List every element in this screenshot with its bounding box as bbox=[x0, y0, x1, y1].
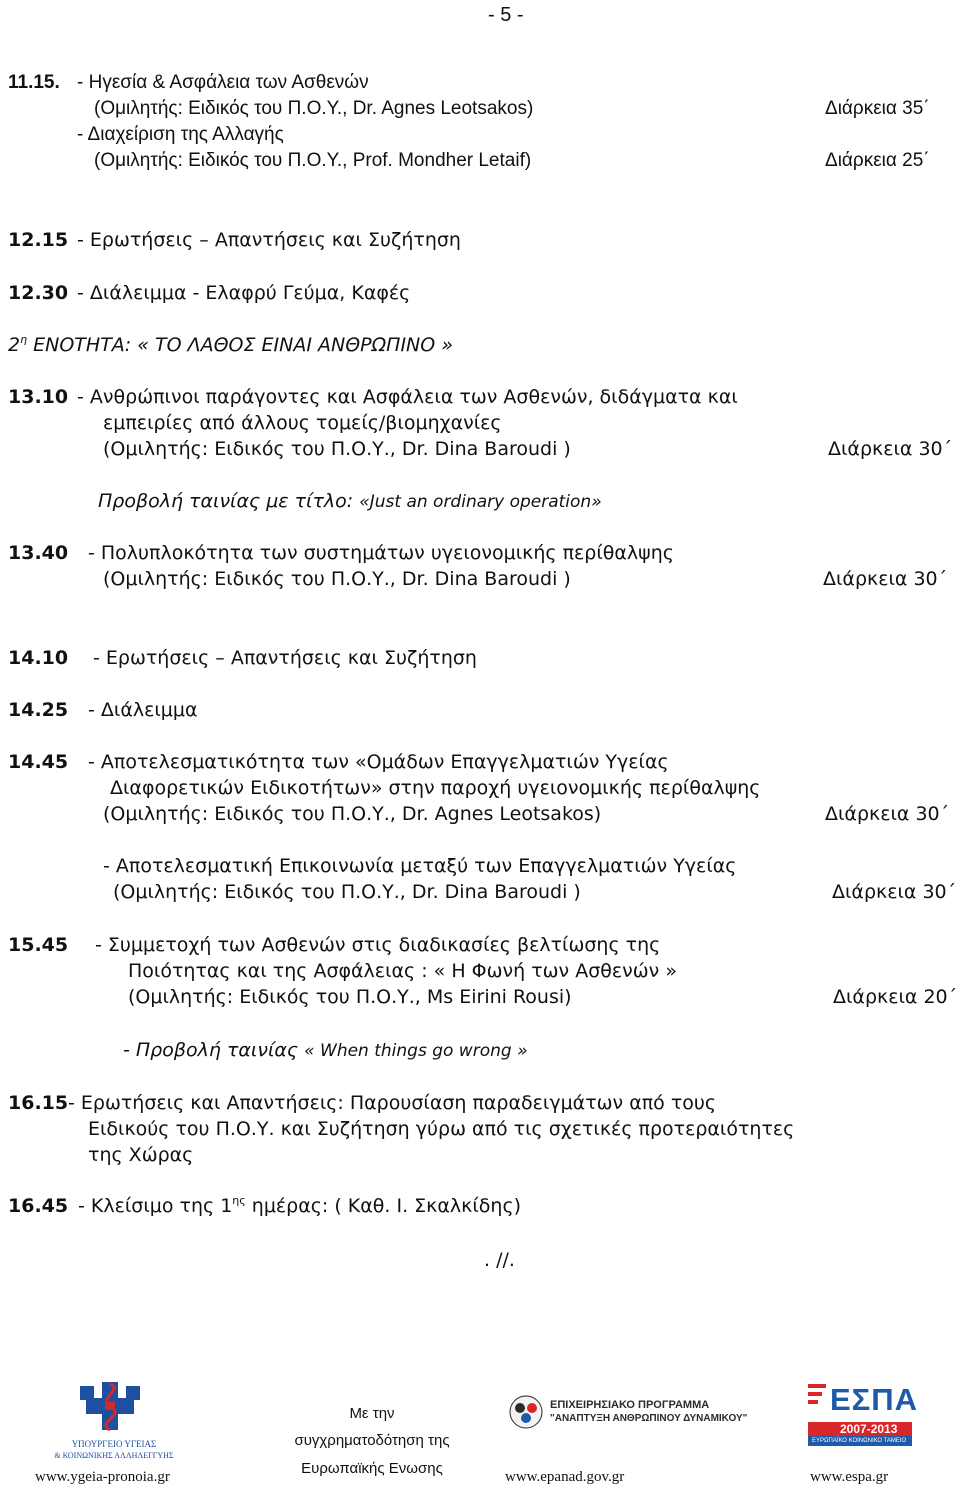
ministry-name: ΥΠΟΥΡΓΕΙΟ ΥΓΕΙΑΣ bbox=[71, 1439, 157, 1449]
espa-url-link[interactable]: www.espa.gr bbox=[810, 1469, 889, 1485]
agenda-item-title: - Ανθρώπινοι παράγοντες και Ασφάλεια των Ασθενών, διδάγματα και bbox=[77, 386, 738, 408]
agenda-item-title-cont: της Χώρας bbox=[88, 1144, 194, 1166]
espa-tagline: ΕΥΡΩΠΑΪΚΟ ΚΟΙΝΩΝΙΚΟ ΤΑΜΕΙΟ bbox=[812, 1438, 907, 1444]
agenda-item-title-cont: Ειδικούς του Π.Ο.Υ. και Συζήτηση γύρω από τις σχετικές προτεραιότητες bbox=[88, 1118, 795, 1140]
program-name-1: ΕΠΙΧΕΙΡΗΣΙΑΚΟ ΠΡΟΓΡΑΜΜΑ bbox=[550, 1399, 710, 1411]
section-heading: $2^\eta$ ΕΝΟΤΗΤΑ: « ΤΟ ΛΑΘΟΣ ΕΙΝΑΙ ΑΝΘΡΩΠΙΝΟ » bbox=[8, 333, 453, 356]
time-1340: 13.40 bbox=[8, 542, 69, 564]
time-1230: 12.30 bbox=[8, 282, 69, 304]
cofund-line-2: συγχρηματοδότηση της bbox=[294, 1432, 450, 1449]
film-screening: - Προβολή ταινίας « When things go wrong » bbox=[123, 1039, 528, 1061]
espa-years: 2007-2013 bbox=[840, 1422, 898, 1436]
agenda-item-title: - Διάλειμμα - Ελαφρύ Γεύμα, Καφές bbox=[77, 282, 411, 304]
agenda-item-title: - Διαχείριση της Αλλαγής bbox=[77, 124, 284, 145]
film-screening: Προβολή ταινίας με τίτλο: «Just an ordinary operation» bbox=[98, 490, 602, 512]
cofund-line-3: Ευρωπαϊκής Ενωσης bbox=[301, 1460, 443, 1477]
program-emblem-icon bbox=[506, 1392, 550, 1432]
agenda-item-title: - Αποτελεσματικότητα των «Ομάδων Επαγγελματιών Υγείας bbox=[88, 751, 669, 773]
duration: Διάρκεια 25΄ bbox=[825, 150, 930, 171]
ministry-logo bbox=[50, 1378, 180, 1448]
duration: Διάρκεια 30΄ bbox=[825, 803, 950, 825]
agenda-item-title: - Ερωτήσεις – Απαντήσεις και Συζήτηση bbox=[93, 647, 477, 669]
duration: Διάρκεια 30΄ bbox=[823, 568, 948, 590]
page-number: - 5 - bbox=[488, 4, 524, 26]
agenda-item-title: - Ερωτήσεις και Απαντήσεις: Παρουσίαση παραδειγμάτων από τους bbox=[68, 1092, 717, 1114]
agenda-item-title: - Συμμετοχή των Ασθενών στις διαδικασίες βελτίωσης της bbox=[95, 934, 661, 956]
program-url-link[interactable]: www.epanad.gov.gr bbox=[505, 1469, 625, 1485]
ministry-name-2: & ΚΟΙΝΩΝΙΚΗΣ ΑΛΛΗΛΕΓΓΥΗΣ bbox=[54, 1451, 174, 1460]
agenda-item-title-cont: Διαφορετικών Ειδικοτήτων» στην παροχή υγειονομικής περίθαλψης bbox=[110, 777, 761, 799]
program-logo bbox=[506, 1392, 550, 1432]
agenda-item-title: - Διάλειμμα bbox=[88, 699, 198, 721]
speaker-line: (Ομιλητής: Ειδικός του Π.Ο.Υ., Dr. Dina Baroudi ) bbox=[103, 438, 571, 460]
end-mark: . //. bbox=[484, 1249, 515, 1271]
duration: Διάρκεια 30΄ bbox=[832, 881, 957, 903]
speaker-line: (Ομιλητής: Ειδικός του Π.Ο.Υ., Dr. Agnes Leotsakos) bbox=[94, 98, 534, 119]
agenda-item-title: - Πολυπλοκότητα των συστημάτων υγειονομικής περίθαλψης bbox=[88, 542, 674, 564]
agenda-item-title-cont: εμπειρίες από άλλους τομείς/βιομηχανίες bbox=[103, 412, 502, 434]
program-name-2: "ΑΝΑΠΤΥΞΗ ΑΝΘΡΩΠΙΝΟΥ ΔΥΝΑΜΙΚΟΥ" bbox=[550, 1413, 748, 1424]
time-1215: 12.15 bbox=[8, 229, 69, 251]
speaker-line: (Ομιλητής: Ειδικός του Π.Ο.Υ., Prof. Mondher Letaif) bbox=[94, 150, 532, 171]
duration: Διάρκεια 30΄ bbox=[828, 438, 953, 460]
time-1645: 16.45 bbox=[8, 1195, 69, 1217]
speaker-line: (Ομιλητής: Ειδικός του Π.Ο.Υ., Dr. Dina Baroudi ) bbox=[103, 568, 571, 590]
time-1545: 15.45 bbox=[8, 934, 69, 956]
time-1115: 11.15. bbox=[8, 72, 60, 93]
cofund-line-1: Με την bbox=[349, 1405, 395, 1422]
agenda-item-title: - Αποτελεσματική Επικοινωνία μεταξύ των Επαγγελματιών Υγείας bbox=[103, 855, 737, 877]
agenda-item-title: - Ηγεσία & Ασφάλεια των Ασθενών bbox=[77, 72, 369, 93]
duration: Διάρκεια 35΄ bbox=[825, 98, 930, 119]
ministry-emblem-icon bbox=[50, 1378, 180, 1448]
duration: Διάρκεια 20΄ bbox=[833, 986, 958, 1008]
time-1615: 16.15 bbox=[8, 1092, 69, 1114]
agenda-item-title-cont: Ποιότητας και της Ασφάλειας : « Η Φωνή των Ασθενών » bbox=[128, 960, 677, 982]
time-1410: 14.10 bbox=[8, 647, 69, 669]
agenda-item-title: - Ερωτήσεις – Απαντήσεις και Συζήτηση bbox=[77, 229, 461, 251]
speaker-line: (Ομιλητής: Ειδικός του Π.Ο.Υ., Ms Eirini Rousi) bbox=[128, 986, 572, 1008]
time-1445: 14.45 bbox=[8, 751, 69, 773]
speaker-line: (Ομιλητής: Ειδικός του Π.Ο.Υ., Dr. Agnes Leotsakos) bbox=[103, 803, 602, 825]
time-1425: 14.25 bbox=[8, 699, 69, 721]
speaker-line: (Ομιλητής: Ειδικός του Π.Ο.Υ., Dr. Dina Baroudi ) bbox=[113, 881, 581, 903]
agenda-item-title: - Κλείσιμο της $1^{\eta\varsigma}$ ημέρας: ( Καθ. Ι. Σκαλκίδης) bbox=[78, 1194, 522, 1217]
ministry-url-link[interactable]: www.ygeia-pronoia.gr bbox=[35, 1469, 170, 1485]
time-1310: 13.10 bbox=[8, 386, 69, 408]
espa-wordmark: ΕΣΠΑ bbox=[830, 1382, 919, 1417]
